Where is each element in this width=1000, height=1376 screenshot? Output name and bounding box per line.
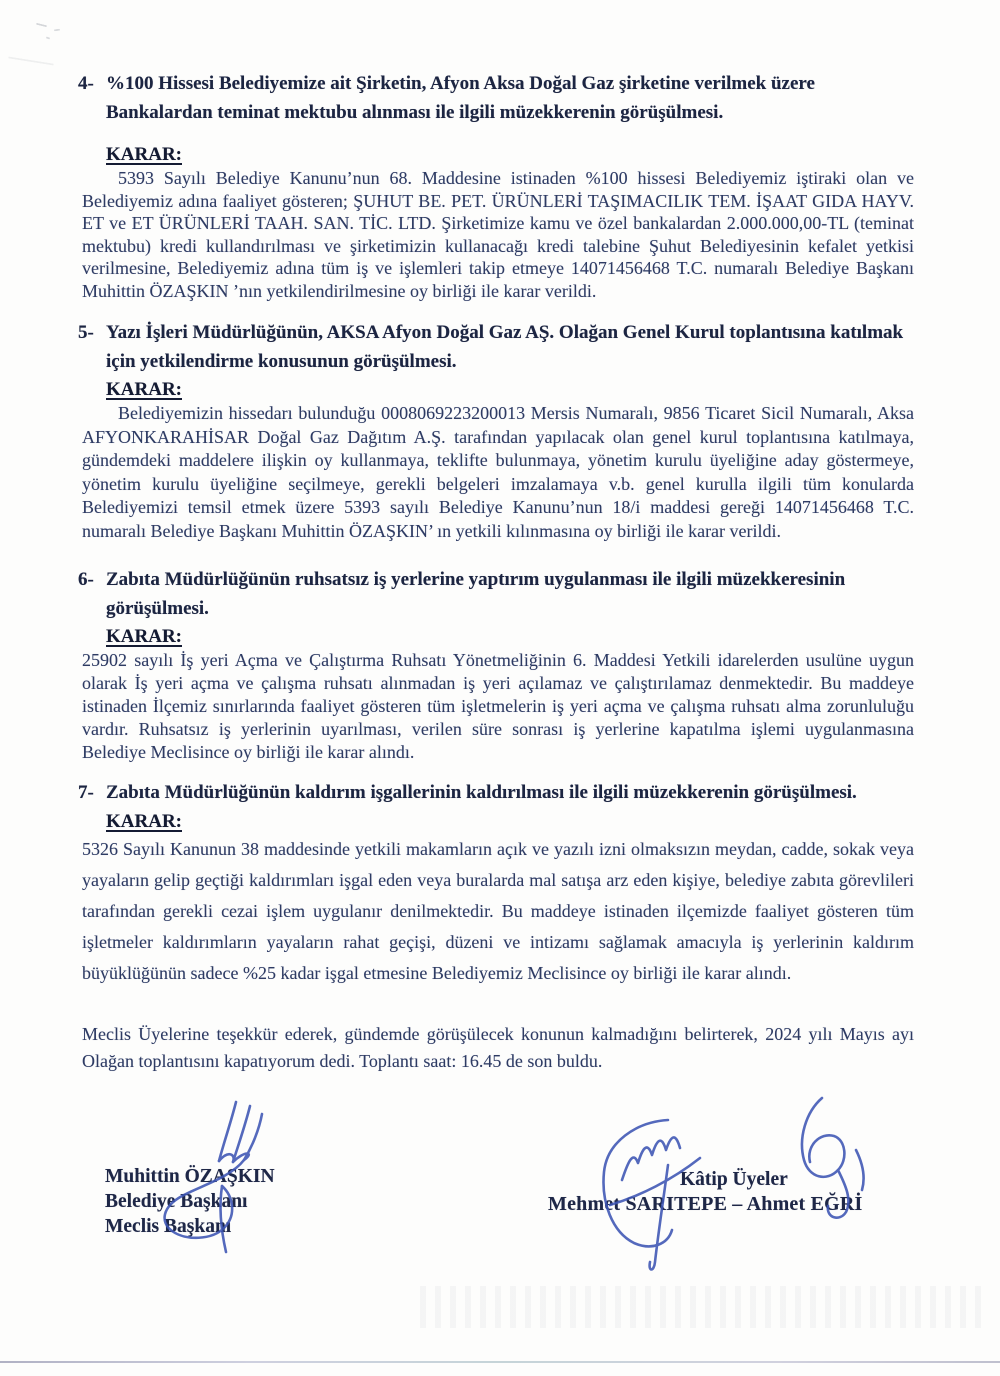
karar-label: KARAR: bbox=[106, 810, 182, 832]
agenda-item-5 bbox=[78, 319, 914, 543]
mayor-role-1: Belediye Başkanı bbox=[105, 1191, 248, 1212]
closing-statement: Meclis Üyelerine teşekkür ederek, gündemde görüşülecek konunun kalmadığını belirterek, 2024 yılı Mayıs ayı Olağan toplantısını kapatıyorum dedi. Toplantı saat: 16.45 de son buldu. bbox=[82, 1023, 914, 1071]
agenda-item-4-title bbox=[78, 70, 914, 127]
mayor-signature-block bbox=[105, 1164, 275, 1239]
agenda-item-6-decision-text: 25902 sayılı İş yeri Açma ve Çalıştırma Ruhsatı Yönetmeliğinin 6. Maddesi Yetkili idarelerden usulüne uygun olarak İş yeri açma ve çalışma ruhsatı alınmadan iş yeri açılamaz ve çalıştırılamaz denmektedir. Bu maddeye istinaden İlçemiz sınırlarında faaliyet gösteren tüm işletmelerin iş yeri açma ve çalışma ruhsatı alma zorunluluğu vardır. Ruhsatsız iş yerlerinin uyarılması, verilen süre sonrası iş yerlerine kapatılma işlemi uygulanmasına Belediye Meclisince oy birliği ile karar alındı. bbox=[82, 650, 914, 762]
agenda-item-7 bbox=[78, 779, 914, 989]
agenda-item-6-title-text: Zabıta Müdürlüğünün ruhsatsız iş yerlerine yaptırım uygulanması ile ilgili müzekkeresinin görüşülmesi. bbox=[106, 569, 846, 619]
mayor-role-2: Meclis Başkanı bbox=[105, 1216, 232, 1237]
agenda-item-6-title bbox=[78, 566, 914, 623]
scan-noise bbox=[420, 1286, 982, 1328]
agenda-item-6-number: 6- bbox=[78, 569, 94, 590]
agenda-item-4-title-text: %100 Hissesi Belediyemize ait Şirketin, Afyon Aksa Doğal Gaz şirketine verilmek üzere Bankalardan teminat mektubu alınması ile ilgili müzekkerenin görüşülmesi. bbox=[106, 73, 815, 123]
agenda-item-5-title bbox=[78, 319, 914, 376]
clerks-names: Mehmet SARITEPE – Ahmet EĞRİ bbox=[548, 1193, 863, 1215]
agenda-item-7-title-text: Zabıta Müdürlüğünün kaldırım işgallerinin kaldırılması ile ilgili müzekkerenin görüşülmesi. bbox=[106, 782, 857, 803]
clerks-signature-block bbox=[548, 1168, 888, 1217]
clerks-label: Kâtip Üyeler bbox=[680, 1169, 788, 1190]
agenda-item-5-number: 5- bbox=[78, 322, 94, 343]
mayor-name: Muhittin ÖZAŞKIN bbox=[105, 1166, 275, 1187]
agenda-item-6 bbox=[78, 566, 914, 764]
agenda-item-4 bbox=[78, 70, 914, 302]
agenda-item-4-number: 4- bbox=[78, 73, 94, 94]
agenda-item-5-title-text: Yazı İşleri Müdürlüğünün, AKSA Afyon Doğal Gaz AŞ. Olağan Genel Kurul toplantısına katılmak için yetkilendirme konusunun görüşülmesi. bbox=[106, 322, 904, 372]
agenda-item-7-title bbox=[78, 779, 914, 808]
scan-edge-line bbox=[0, 1361, 1000, 1363]
karar-label: KARAR: bbox=[106, 144, 182, 165]
agenda-item-7-decision-text: 5326 Sayılı Kanunun 38 maddesinde yetkili makamların açık ve yazılı izni olmaksızın meydan, cadde, sokak veya yayaların gelip geçtiği kaldırımları işgal eden veya buralarda mal satışa arz eden kişiye, belediye zabıta görevlileri tarafından gerekli cezai işlem uygulanır denilmektedir. Bu maddeye istinaden ilçemizde faaliyet gösteren tüm işletmeler kaldırımların yayaların rahat geçişi, düzeni ve intizamı sağlamak amacıyla iş yerlerinin kaldırım büyüklüğünün sadece %25 kadar işgal etmesine Belediyemiz Meclisince oy birliği ile karar alındı. bbox=[82, 838, 914, 983]
agenda-item-4-decision-text: 5393 Sayılı Belediye Kanunu’nun 68. Maddesine istinaden %100 hissesi Belediyemiz iştiraki olan ve Belediyemiz adına faaliyet gösteren; ŞUHUT BE. PET. ÜRÜNLERİ TAŞIMACILIK TEM. İŞAAT GIDA HAYV. ET ve ET ÜRÜNLERİ TAAH. SAN. TİC. LTD. Şirketimize kamu ve özel bankalardan 2.000.000,00-TL (teminat mektubu) kredi kullandırılması ve şirketimizin kullanacağı kredi talebine Şuhut Belediyesinin kefalet yetkisi verilmesine, Belediyemiz adına tüm iş ve işlemleri takip etmeye 14071456468 T.C. numaralı Belediye Başkanı Muhittin ÖZAŞKIN ’nın yetkilendirilmesine oy birliği ile karar verildi. bbox=[82, 168, 914, 301]
karar-label: KARAR: bbox=[106, 626, 182, 647]
karar-label: KARAR: bbox=[106, 379, 182, 400]
agenda-item-7-number: 7- bbox=[78, 782, 94, 803]
agenda-item-5-decision-text: Belediyemizin hissedarı bulunduğu 0008069223200013 Mersis Numaralı, 9856 Ticaret Sicil Numaralı, Aksa AFYONKARAHİSAR Doğal Gaz Dağıtım A.Ş. tarafından yapılacak olan genel kurul toplantısına katılmaya, gündemdeki maddelere ilişkin oy kullanmaya, teklifte bulunmaya, yönetim kurulu üyeliğine aday göstermeye, yönetim kurulu üyeliğine seçilmeye, gerekli belgeleri imzalamaya v.b. genel kurulla ilgili tüm konularda Belediyemizi temsil etmek üzere 5393 sayılı Belediye Kanunu’nun 18/i maddesi gereği 14071456468 T.C. numaralı Belediye Başkanı Muhittin ÖZAŞKIN’ ın yetkili kılınmasına oy birliği ile karar verildi. bbox=[82, 403, 914, 541]
